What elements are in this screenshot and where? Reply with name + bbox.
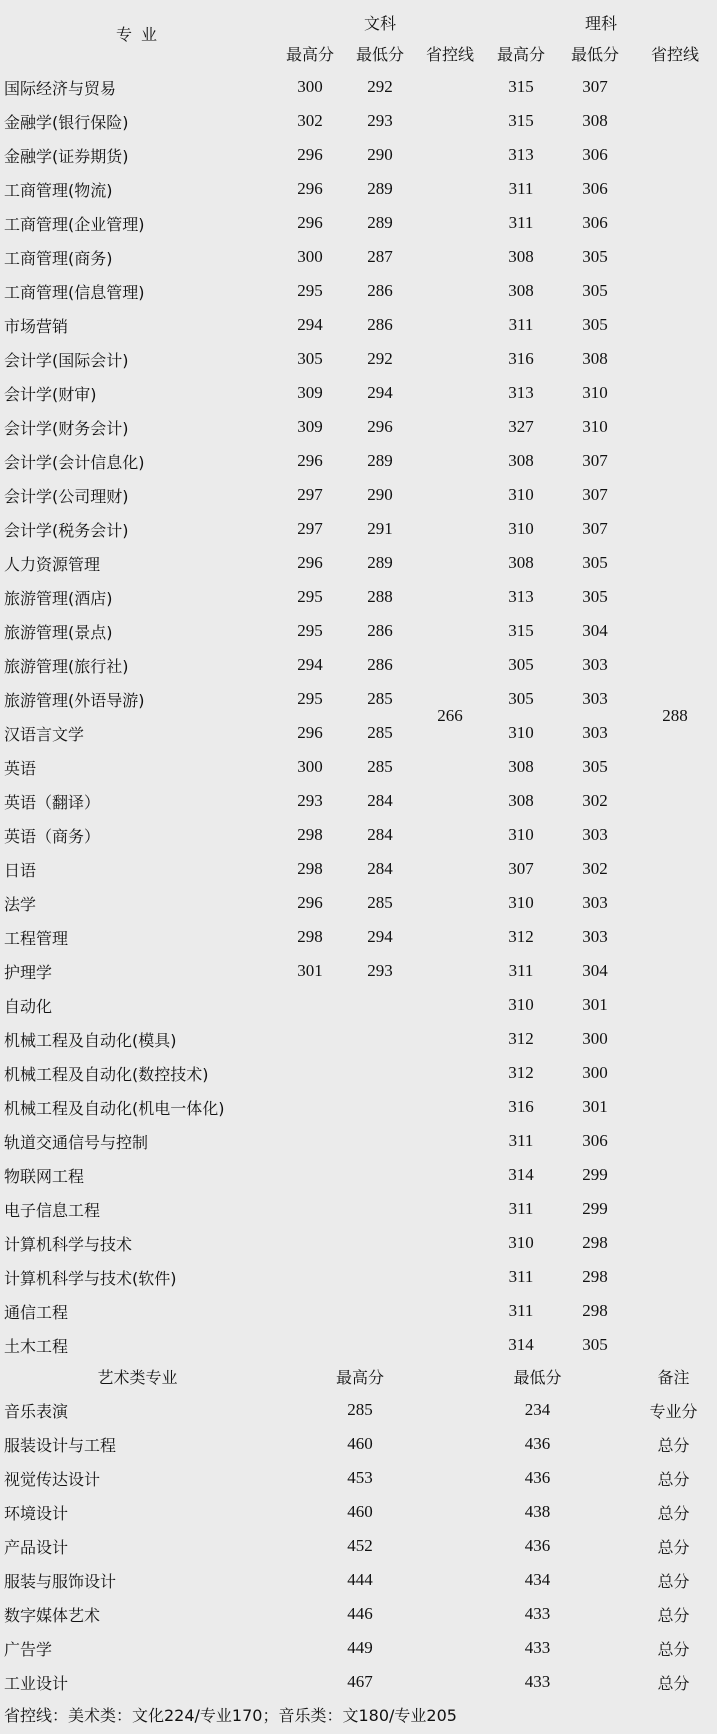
major-name: 工商管理(企业管理): [4, 214, 145, 234]
liberal-arts-max-score: 297: [297, 519, 323, 538]
science-control-line: 288: [662, 706, 688, 725]
liberal-arts-min-score: [345, 1158, 415, 1192]
table-row: [0, 648, 717, 682]
liberal-arts-max-score: [275, 1294, 345, 1328]
liberal-arts-max-score: [275, 1158, 345, 1192]
art-major-name: 环境设计: [4, 1503, 69, 1523]
major-name: 日语: [4, 860, 37, 880]
liberal-arts-min-score: 289: [367, 213, 393, 232]
liberal-arts-min-score: 287: [367, 247, 393, 266]
table-row: [0, 1328, 717, 1362]
science-max-score: 311: [508, 179, 534, 198]
major-name: 会计学(财审): [4, 384, 97, 404]
science-max-score: 312: [508, 1029, 534, 1048]
art-max-score: 449: [347, 1638, 373, 1657]
science-max-score: 327: [508, 417, 534, 436]
liberal-arts-min-score: 286: [367, 621, 393, 640]
art-table-row: [0, 1529, 717, 1563]
art-table-header-row: [0, 1359, 717, 1393]
art-major-name: 音乐表演: [4, 1401, 69, 1421]
science-min-score: 303: [582, 689, 608, 708]
major-name: 金融学(证券期货): [4, 146, 129, 166]
science-max-score: 310: [508, 519, 534, 538]
art-min-score: 234: [524, 1400, 551, 1419]
major-name: 法学: [4, 894, 37, 914]
science-min-score: 307: [582, 485, 608, 504]
liberal-arts-min-score: 289: [367, 179, 393, 198]
science-max-score: 307: [508, 859, 534, 878]
science-min-score: 298: [582, 1301, 608, 1320]
liberal-arts-max-score: 296: [297, 179, 323, 198]
science-max-score: 305: [508, 689, 534, 708]
art-table-row: [0, 1597, 717, 1631]
art-max-score: 285: [347, 1400, 373, 1419]
liberal-arts-max-score: 300: [297, 247, 323, 266]
table-row: [0, 342, 717, 376]
art-max-score: 446: [347, 1604, 373, 1623]
table-row: [0, 376, 717, 410]
major-name: 汉语言文学: [4, 724, 85, 744]
science-min-score: 306: [582, 179, 608, 198]
art-note: 总分: [657, 1469, 690, 1489]
major-name: 旅游管理(旅行社): [4, 656, 129, 676]
science-max-score: 311: [508, 1267, 534, 1286]
liberal-arts-max-score: 295: [297, 281, 323, 300]
liberal-arts-min-score: 284: [367, 825, 393, 844]
art-max-score: 453: [347, 1468, 373, 1487]
science-min-score: 300: [582, 1029, 608, 1048]
liberal-arts-min-score: [345, 1056, 415, 1090]
science-min-score: 307: [582, 451, 608, 470]
science-max-score: 311: [508, 213, 534, 232]
liberal-arts-max-score: 305: [297, 349, 323, 368]
liberal-arts-control-header: 省控线: [425, 44, 474, 64]
major-name: 英语（翻译）: [4, 792, 101, 812]
liberal-arts-min-score: 296: [367, 417, 393, 436]
science-max-score: 316: [508, 1097, 534, 1116]
major-name: 会计学(财务会计): [4, 418, 129, 438]
liberal-arts-min-score: [345, 1022, 415, 1056]
art-table-row: [0, 1665, 717, 1699]
major-name: 国际经济与贸易: [4, 78, 117, 98]
art-note: 总分: [657, 1673, 690, 1693]
table-row: [0, 1022, 717, 1056]
art-table-row: [0, 1461, 717, 1495]
science-max-score: 313: [508, 383, 534, 402]
liberal-arts-min-score: 288: [367, 587, 393, 606]
science-min-score: 305: [582, 281, 608, 300]
science-min-score: 304: [582, 621, 608, 640]
liberal-arts-max-score: 309: [297, 417, 323, 436]
liberal-arts-max-score: 301: [297, 961, 323, 980]
liberal-arts-min-score: 294: [367, 927, 393, 946]
liberal-arts-min-score: 285: [367, 689, 393, 708]
liberal-arts-min-score: 286: [367, 655, 393, 674]
science-max-score: 312: [508, 1063, 534, 1082]
major-name: 市场营销: [4, 316, 69, 336]
liberal-arts-max-score: 302: [297, 111, 323, 130]
science-min-score: 305: [582, 553, 608, 572]
science-max-score: 315: [508, 111, 534, 130]
table-row: [0, 512, 717, 546]
major-name: 土木工程: [4, 1336, 69, 1356]
liberal-arts-max-score: [275, 1226, 345, 1260]
liberal-arts-min-score: [345, 1192, 415, 1226]
liberal-arts-min-score: 292: [367, 77, 393, 96]
major-name: 英语: [4, 758, 37, 778]
major-name: 自动化: [4, 996, 53, 1016]
major-name: 旅游管理(景点): [4, 622, 113, 642]
table-row: [0, 1226, 717, 1260]
art-major-name: 工业设计: [4, 1673, 69, 1693]
liberal-arts-max-score: 300: [297, 757, 323, 776]
art-max-header: 最高分: [335, 1367, 384, 1387]
art-max-score: 467: [347, 1672, 373, 1691]
art-major-name: 数字媒体艺术: [4, 1605, 101, 1625]
liberal-arts-min-score: [345, 1226, 415, 1260]
major-name: 旅游管理(酒店): [4, 588, 113, 608]
liberal-arts-max-score: 295: [297, 621, 323, 640]
science-min-score: 306: [582, 145, 608, 164]
science-min-score: 298: [582, 1267, 608, 1286]
science-min-score: 303: [582, 825, 608, 844]
table-row: [0, 308, 717, 342]
art-table-row: [0, 1393, 717, 1427]
art-note: 总分: [657, 1639, 690, 1659]
art-major-name: 产品设计: [4, 1537, 69, 1557]
liberal-arts-min-score: 285: [367, 723, 393, 742]
table-row: [0, 614, 717, 648]
liberal-arts-max-score: 298: [297, 927, 323, 946]
liberal-arts-max-score: 294: [297, 655, 323, 674]
table-row: [0, 70, 717, 104]
art-note: 专业分: [649, 1401, 698, 1421]
major-name: 会计学(会计信息化): [4, 452, 145, 472]
liberal-arts-max-score: 297: [297, 485, 323, 504]
art-min-header: 最低分: [513, 1367, 562, 1387]
liberal-arts-min-score: 293: [367, 111, 393, 130]
liberal-arts-min-score: 294: [367, 383, 393, 402]
table-row: [0, 1158, 717, 1192]
liberal-arts-max-score: 296: [297, 451, 323, 470]
science-min-score: 307: [582, 77, 608, 96]
table-row: [0, 478, 717, 512]
liberal-arts-max-score: [275, 988, 345, 1022]
liberal-arts-control-line: 266: [437, 706, 463, 725]
science-min-score: 306: [582, 1131, 608, 1150]
major-name: 工商管理(商务): [4, 248, 113, 268]
major-name: 机械工程及自动化(机电一体化): [4, 1098, 225, 1118]
science-min-score: 305: [582, 1335, 608, 1354]
art-note-header: 备注: [657, 1367, 690, 1387]
science-min-score: 299: [582, 1199, 608, 1218]
table-row: [0, 546, 717, 580]
liberal-arts-max-score: [275, 1328, 345, 1362]
art-major-header: 艺术类专业: [97, 1367, 178, 1387]
science-max-score: 313: [508, 145, 534, 164]
liberal-arts-max-score: 294: [297, 315, 323, 334]
table-row: [0, 104, 717, 138]
liberal-arts-header: 文科: [363, 14, 396, 33]
liberal-arts-min-score: 285: [367, 893, 393, 912]
science-min-score: 302: [582, 859, 608, 878]
major-name: 旅游管理(外语导游): [4, 690, 145, 710]
table-row: [0, 1192, 717, 1226]
art-min-score: 434: [524, 1570, 551, 1589]
art-table-row: [0, 1563, 717, 1597]
major-name: 工商管理(物流): [4, 180, 113, 200]
liberal-arts-max-score: [275, 1124, 345, 1158]
table-row: [0, 580, 717, 614]
table-row: [0, 716, 717, 750]
liberal-arts-min-score: 292: [367, 349, 393, 368]
science-min-score: 305: [582, 587, 608, 606]
liberal-arts-max-score: 296: [297, 893, 323, 912]
major-name: 会计学(税务会计): [4, 520, 129, 540]
liberal-arts-min-score: [345, 988, 415, 1022]
science-min-score: 303: [582, 655, 608, 674]
major-name: 人力资源管理: [4, 554, 101, 574]
table-row: [0, 206, 717, 240]
science-min-score: 301: [582, 995, 608, 1014]
liberal-arts-min-score: 286: [367, 315, 393, 334]
liberal-arts-min-score: [345, 1260, 415, 1294]
science-min-score: 308: [582, 111, 608, 130]
table-header-row: [0, 0, 717, 36]
liberal-arts-max-score: 296: [297, 553, 323, 572]
liberal-arts-max-score: 300: [297, 77, 323, 96]
science-min-score: 298: [582, 1233, 608, 1252]
science-min-score: 305: [582, 757, 608, 776]
art-note: 总分: [657, 1605, 690, 1625]
liberal-arts-max-score: 296: [297, 723, 323, 742]
liberal-arts-min-score: 289: [367, 451, 393, 470]
art-admission-scores-table: [0, 1359, 717, 1699]
science-max-score: 308: [508, 553, 534, 572]
art-min-score: 438: [524, 1502, 551, 1521]
science-min-score: 305: [582, 315, 608, 334]
art-table-row: [0, 1427, 717, 1461]
science-max-score: 315: [508, 77, 534, 96]
science-min-score: 307: [582, 519, 608, 538]
table-row: [0, 444, 717, 478]
science-max-score: 308: [508, 451, 534, 470]
liberal-arts-min-score: 285: [367, 757, 393, 776]
science-min-score: 308: [582, 349, 608, 368]
science-max-score: 310: [508, 825, 534, 844]
art-note: 总分: [657, 1537, 690, 1557]
table-row: [0, 410, 717, 444]
liberal-arts-max-score: 298: [297, 825, 323, 844]
science-max-score: 312: [508, 927, 534, 946]
liberal-arts-max-score: 295: [297, 587, 323, 606]
table-row: [0, 682, 717, 716]
liberal-arts-min-score: 290: [367, 485, 393, 504]
art-min-score: 433: [524, 1672, 551, 1691]
science-max-score: 310: [508, 995, 534, 1014]
liberal-arts-max-score: [275, 1260, 345, 1294]
science-max-score: 308: [508, 791, 534, 810]
science-max-score: 311: [508, 315, 534, 334]
major-name: 电子信息工程: [4, 1200, 101, 1220]
liberal-arts-min-score: [345, 1124, 415, 1158]
major-name: 会计学(国际会计): [4, 350, 129, 370]
science-header: 理科: [584, 14, 617, 33]
liberal-arts-min-score: [345, 1294, 415, 1328]
science-max-score: 308: [508, 247, 534, 266]
science-min-score: 299: [582, 1165, 608, 1184]
table-row: [0, 988, 717, 1022]
liberal-arts-max-score: 295: [297, 689, 323, 708]
liberal-arts-max-score: [275, 1090, 345, 1124]
table-row: [0, 852, 717, 886]
art-max-score: 452: [347, 1536, 373, 1555]
art-table-row: [0, 1631, 717, 1665]
table-row: [0, 1124, 717, 1158]
liberal-arts-min-score: 284: [367, 859, 393, 878]
science-max-score: 313: [508, 587, 534, 606]
major-name: 计算机科学与技术(软件): [4, 1268, 177, 1288]
major-name: 轨道交通信号与控制: [4, 1132, 149, 1152]
science-min-score: 304: [582, 961, 608, 980]
science-min-score: 301: [582, 1097, 608, 1116]
science-min-header: 最低分: [570, 44, 619, 64]
liberal-arts-min-score: 291: [367, 519, 393, 538]
science-min-score: 302: [582, 791, 608, 810]
table-row: [0, 1294, 717, 1328]
science-max-score: 314: [508, 1335, 534, 1354]
art-min-score: 433: [524, 1604, 551, 1623]
table-row: [0, 1260, 717, 1294]
table-row: [0, 1090, 717, 1124]
table-row: [0, 138, 717, 172]
table-row: [0, 1056, 717, 1090]
liberal-arts-max-score: 296: [297, 145, 323, 164]
science-max-score: 315: [508, 621, 534, 640]
science-max-score: 310: [508, 723, 534, 742]
liberal-arts-max-score: 298: [297, 859, 323, 878]
science-max-score: 316: [508, 349, 534, 368]
art-min-score: 436: [524, 1468, 551, 1487]
table-row: [0, 886, 717, 920]
science-max-score: 314: [508, 1165, 534, 1184]
science-max-score: 311: [508, 1131, 534, 1150]
footer-note: 省控线：美术类：文化224/专业170；音乐类：文180/专业205: [4, 1706, 457, 1725]
table-row: [0, 172, 717, 206]
liberal-arts-max-score: [275, 1192, 345, 1226]
science-min-score: 310: [582, 417, 608, 436]
major-name: 工程管理: [4, 928, 69, 948]
major-name: 护理学: [4, 962, 53, 982]
science-min-score: 303: [582, 927, 608, 946]
science-min-score: 303: [582, 723, 608, 742]
science-min-score: 310: [582, 383, 608, 402]
table-row: [0, 920, 717, 954]
art-note: 总分: [657, 1435, 690, 1455]
science-max-score: 311: [508, 1199, 534, 1218]
liberal-arts-max-score: [275, 1022, 345, 1056]
major-name: 会计学(公司理财): [4, 486, 129, 506]
major-name: 物联网工程: [4, 1166, 85, 1186]
liberal-arts-min-header: 最低分: [355, 44, 404, 64]
science-min-score: 305: [582, 247, 608, 266]
science-max-score: 308: [508, 757, 534, 776]
liberal-arts-min-score: 290: [367, 145, 393, 164]
liberal-arts-max-score: 293: [297, 791, 323, 810]
major-name: 机械工程及自动化(数控技术): [4, 1064, 209, 1084]
art-major-name: 服装设计与工程: [4, 1435, 117, 1455]
liberal-arts-max-score: [275, 1056, 345, 1090]
art-max-score: 460: [347, 1434, 373, 1453]
science-max-header: 最高分: [496, 44, 545, 64]
science-max-score: 305: [508, 655, 534, 674]
liberal-arts-min-score: [345, 1328, 415, 1362]
major-name: 机械工程及自动化(模具): [4, 1030, 177, 1050]
art-major-name: 服装与服饰设计: [4, 1571, 117, 1591]
major-name: 通信工程: [4, 1302, 69, 1322]
science-max-score: 310: [508, 893, 534, 912]
art-min-score: 433: [524, 1638, 551, 1657]
liberal-arts-min-score: [345, 1090, 415, 1124]
liberal-arts-min-score: 284: [367, 791, 393, 810]
science-control-header: 省控线: [650, 44, 699, 64]
major-name: 英语（商务）: [4, 826, 101, 846]
major-name: 金融学(银行保险): [4, 112, 129, 132]
art-note: 总分: [657, 1503, 690, 1523]
art-max-score: 444: [347, 1570, 373, 1589]
science-max-score: 311: [508, 961, 534, 980]
major-name: 工商管理(信息管理): [4, 282, 145, 302]
liberal-arts-max-score: 309: [297, 383, 323, 402]
art-note: 总分: [657, 1571, 690, 1591]
art-min-score: 436: [524, 1536, 551, 1555]
science-max-score: 308: [508, 281, 534, 300]
art-table-row: [0, 1495, 717, 1529]
art-min-score: 436: [524, 1434, 551, 1453]
liberal-arts-min-score: 286: [367, 281, 393, 300]
table-row: [0, 954, 717, 988]
table-row: [0, 784, 717, 818]
table-row: [0, 240, 717, 274]
major-header: 专 业: [115, 25, 160, 44]
liberal-arts-max-header: 最高分: [285, 44, 334, 64]
liberal-arts-max-score: 296: [297, 213, 323, 232]
major-name: 计算机科学与技术: [4, 1234, 133, 1254]
science-max-score: 311: [508, 1301, 534, 1320]
science-min-score: 303: [582, 893, 608, 912]
art-major-name: 视觉传达设计: [4, 1469, 101, 1489]
table-row: [0, 274, 717, 308]
table-row: [0, 818, 717, 852]
art-max-score: 460: [347, 1502, 373, 1521]
liberal-arts-min-score: 289: [367, 553, 393, 572]
art-major-name: 广告学: [4, 1639, 53, 1659]
science-min-score: 300: [582, 1063, 608, 1082]
table-row: [0, 750, 717, 784]
liberal-arts-min-score: 293: [367, 961, 393, 980]
science-max-score: 310: [508, 1233, 534, 1252]
science-min-score: 306: [582, 213, 608, 232]
science-max-score: 310: [508, 485, 534, 504]
